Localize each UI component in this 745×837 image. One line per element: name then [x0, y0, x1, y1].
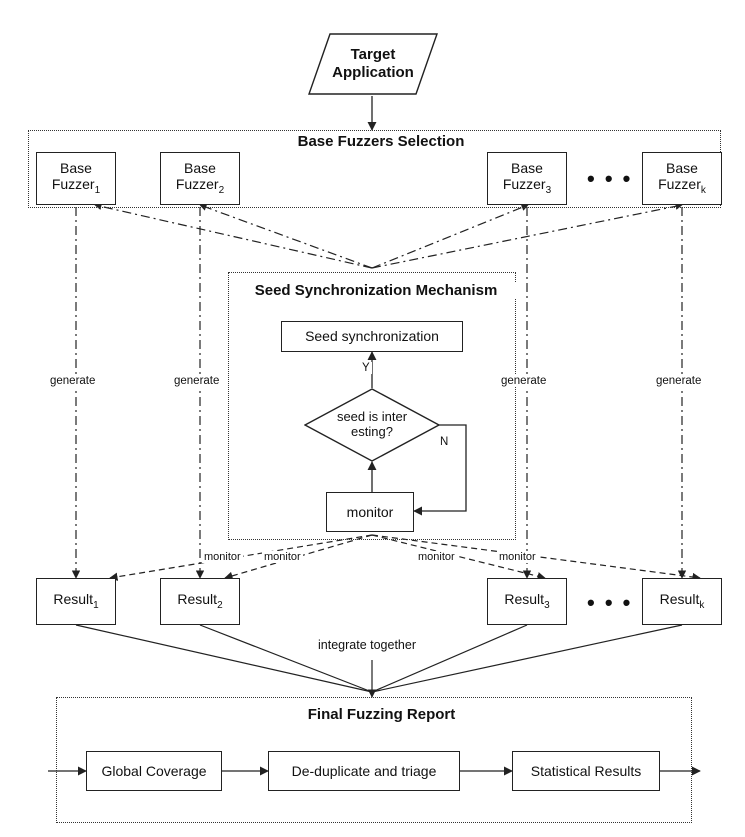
label-generate-1: generate: [50, 375, 96, 387]
base-fuzzer-1-sub: 1: [94, 185, 101, 197]
base-fuzzer-3-line1: Base: [511, 160, 543, 177]
base-fuzzer-2-line2: [176, 176, 224, 196]
base-fuzzer-k-line2: [658, 176, 706, 196]
base-fuzzer-1-line1: Base: [60, 160, 92, 177]
decision-line1: seed is inter: [336, 409, 408, 425]
label-monitor-4: monitor: [499, 551, 536, 563]
label-integrate-together: integrate together: [318, 638, 416, 652]
label-monitor-2: monitor: [264, 551, 301, 563]
decision-line2: esting?: [351, 424, 393, 439]
base-fuzzer-k-sub: k: [700, 185, 706, 197]
result-k-text: Result: [659, 591, 700, 608]
result-3-text: Result: [504, 591, 545, 608]
node-seed-synchronization: Seed synchronization: [281, 321, 463, 352]
base-fuzzer-1-line2: [52, 176, 100, 196]
fuzzer-ellipsis: • • •: [587, 166, 633, 191]
base-fuzzer-3-word: Fuzzer: [502, 176, 546, 193]
target-application-line2: Application: [332, 64, 414, 81]
node-monitor: monitor: [326, 492, 414, 532]
target-application-label: [308, 33, 438, 95]
base-fuzzer-3-sub: 3: [545, 185, 552, 197]
base-fuzzer-2-word: Fuzzer: [175, 176, 219, 193]
base-fuzzer-2-line1: Base: [184, 160, 216, 177]
base-fuzzer-k-word: Fuzzer: [658, 176, 701, 193]
base-fuzzer-k-line1: Base: [666, 160, 698, 177]
result-2-text: Result: [177, 591, 218, 608]
node-base-fuzzer-1: [36, 152, 116, 205]
result-1-sub: 1: [93, 600, 99, 612]
node-result-1: [36, 578, 116, 625]
label-generate-4: generate: [656, 375, 702, 387]
result-2-sub: 2: [217, 600, 223, 612]
base-fuzzer-2-sub: 2: [218, 185, 225, 197]
label-generate-3: generate: [501, 375, 547, 387]
node-result-k: [642, 578, 722, 625]
target-application-line1: Target: [350, 46, 396, 63]
node-statistical-results: Statistical Results: [512, 751, 660, 791]
node-result-2: [160, 578, 240, 625]
result-ellipsis: • • •: [587, 590, 633, 615]
group-title-base-fuzzers-selection: Base Fuzzers Selection: [292, 133, 470, 150]
label-decision-yes: Y: [362, 362, 370, 374]
node-global-coverage: Global Coverage: [86, 751, 222, 791]
node-base-fuzzer-3: [487, 152, 567, 205]
label-monitor-1: monitor: [204, 551, 241, 563]
base-fuzzer-1-word: Fuzzer: [51, 176, 95, 193]
node-base-fuzzer-2: [160, 152, 240, 205]
target-application-node: [308, 33, 438, 95]
decision-label: [304, 388, 440, 462]
result-k-sub: k: [699, 600, 705, 612]
result-1-text: Result: [53, 591, 94, 608]
label-decision-no: N: [440, 436, 449, 448]
node-result-3: [487, 578, 567, 625]
label-generate-2: generate: [174, 375, 220, 387]
group-title-seed-synchronization-mechanism: Seed Synchronization Mechanism: [232, 282, 520, 299]
node-deduplicate-and-triage: De-duplicate and triage: [268, 751, 460, 791]
label-monitor-3: monitor: [418, 551, 455, 563]
node-decision-seed-interesting: [304, 388, 440, 462]
group-title-final-fuzzing-report: Final Fuzzing Report: [300, 706, 463, 723]
base-fuzzer-3-line2: [503, 176, 551, 196]
node-base-fuzzer-k: [642, 152, 722, 205]
result-3-sub: 3: [544, 600, 550, 612]
